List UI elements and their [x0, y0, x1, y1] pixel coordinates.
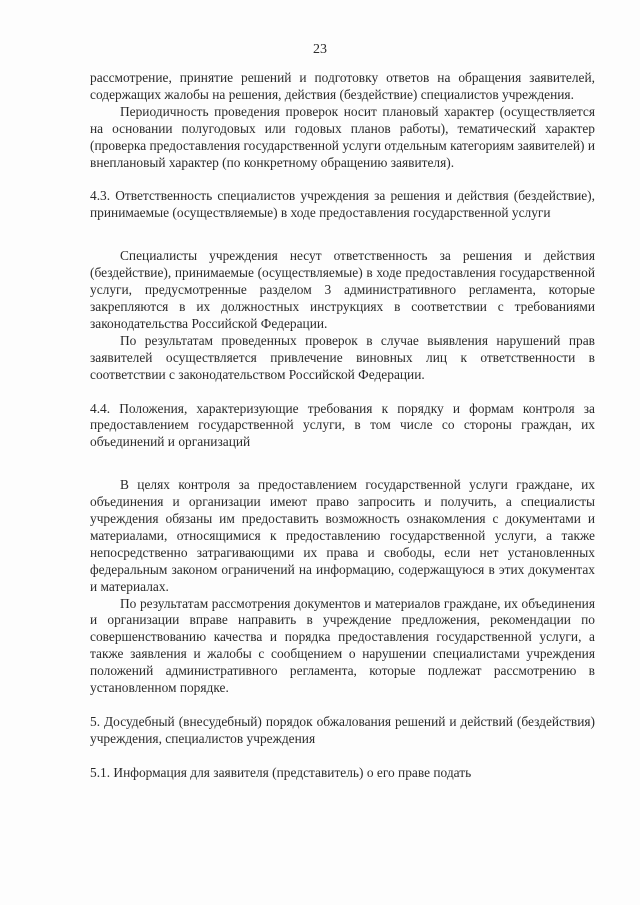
- paragraph-periodicity: Периодичность проведения проверок носит плановый характер (осуществляется на основании полугодовых или годовых планов работы), тематический характер (проверка предоставления государственной услуги отдельным категориям заявителей) и внеплановый характер (по конкретному обращению заявителя).: [90, 103, 595, 170]
- document-body: [90, 70, 595, 782]
- section-5-1-heading: 5.1. Информация для заявителя (представитель) о его праве подать: [90, 764, 472, 780]
- section-5-heading: 5. Досудебный (внесудебный) порядок обжалования решений и действий (бездействия) учреждения, специалистов учреждения: [90, 714, 595, 746]
- section-4-4-paragraph-2: По результатам рассмотрения документов и материалов граждане, их объединения и организации вправе направить в учреждение предложения, рекомендации по совершенствованию качества и порядка предоставления государственной услуги, а также заявления и жалобы с сообщением о нарушении специалистами учреждения положений административного регламента, которые подлежат рассмотрению в установленном порядке.: [90, 595, 595, 696]
- paragraph-continuation: рассмотрение, принятие решений и подготовку ответов на обращения заявителей, содержащих жалобы на решения, действия (бездействие) специалистов учреждения.: [90, 70, 595, 102]
- section-4-4-heading: 4.4. Положения, характеризующие требования к порядку и формам контроля за предоставлением государственной услуги, в том числе со стороны граждан, их объединений и организаций: [90, 400, 595, 450]
- page-number: 23: [313, 42, 327, 57]
- section-4-3-paragraph-1: Специалисты учреждения несут ответственность за решения и действия (бездействие), принимаемые (осуществляемые) в ходе предоставления государственной услуги, предусмотренные разделом 3 административного регламента, которые закрепляются в их должностных инструкциях в соответствии с требованиями законодательства Российской Федерации.: [90, 248, 595, 331]
- section-4-3-paragraph-2: По результатам проведенных проверок в случае выявления нарушений прав заявителей осуществляется привлечение виновных лиц к ответственности в соответствии с законодательством Российской Федерации.: [90, 332, 595, 382]
- section-4-3-heading: 4.3. Ответственность специалистов учреждения за решения и действия (бездействие), принимаемые (осуществляемые) в ходе предоставления государственной услуги: [90, 188, 595, 221]
- section-4-4-paragraph-1: В целях контроля за предоставлением государственной услуги граждане, их объединения и организации имеют право запросить и получить, а специалисты учреждения обязаны им предоставить возможность ознакомления с документами и материалами, относящимися к предоставлению государственной услуги, а также непосредственно затрагивающими их права и свободы, если нет установленных федеральным законом ограничений на информацию, содержащуюся в этих документах и материалах.: [90, 477, 595, 594]
